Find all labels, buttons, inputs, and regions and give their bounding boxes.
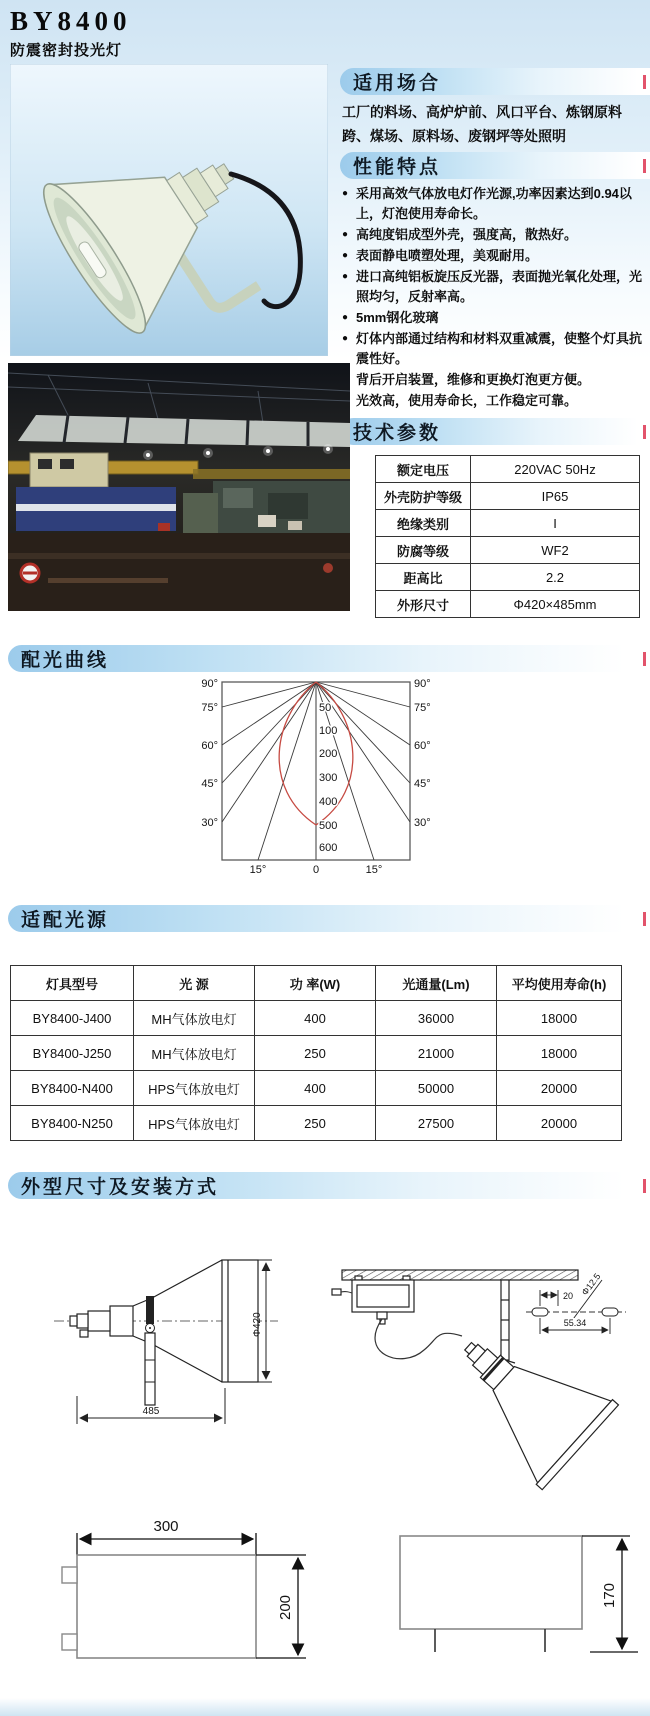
svg-text:45°: 45°	[201, 778, 218, 790]
section-title: 配光曲线	[21, 650, 110, 671]
dim-label: Φ420	[252, 1312, 263, 1337]
section-header-curve	[8, 645, 650, 672]
svg-text:90°: 90°	[414, 678, 431, 690]
list-item: ● 高纯度铝成型外壳，强度高，散热好。	[342, 225, 646, 245]
dim-label: 300	[153, 1518, 179, 1535]
table-row: 额定电压 220VAC 50Hz	[376, 456, 640, 483]
ballast-front-drawing	[40, 1515, 320, 1675]
bullet-icon: ●	[342, 312, 349, 323]
mounting-tab	[62, 1634, 77, 1650]
title-block	[10, 6, 132, 60]
svg-text:75°: 75°	[414, 702, 431, 714]
bottom-angle-labels	[250, 864, 383, 876]
list-item: ● 5mm钢化玻璃	[342, 308, 646, 328]
section-title: 适用场合	[353, 73, 442, 94]
section-header-specs	[340, 418, 650, 445]
table-row: 绝缘类别 I	[376, 510, 640, 537]
locomotive	[30, 453, 108, 487]
width-dimension	[77, 1533, 256, 1555]
table-header-row: 灯具型号 光 源 功 率(W) 光通量(Lm) 平均使用寿命(h)	[11, 966, 622, 1001]
header-accent-tick	[643, 425, 646, 439]
mounting-tab	[62, 1567, 77, 1583]
product-photo	[10, 64, 328, 356]
list-item: ● 灯体内部通过结构和材料双重减震，使整个灯具抗震性好。	[342, 331, 643, 366]
hanging-bracket	[501, 1280, 515, 1363]
section-title: 外型尺寸及安装方式	[21, 1177, 220, 1198]
svg-text:0: 0	[312, 864, 320, 876]
table-row: BY8400-N400 HPS气体放电灯 400 50000 20000	[11, 1071, 622, 1106]
left-angle-labels	[201, 678, 218, 829]
svg-text:300: 300	[319, 772, 338, 784]
header-accent-tick	[643, 159, 646, 173]
radial-value-labels	[319, 702, 337, 854]
svg-text:15°: 15°	[365, 864, 383, 876]
usage-text: 工厂的料场、高炉炉前、风口平台、炼钢原料跨、煤场、原料场、废钢坪等处照明	[342, 104, 622, 144]
section-header-usage	[340, 68, 650, 95]
svg-text:100: 100	[319, 725, 338, 737]
section-title: 适配光源	[21, 910, 110, 931]
svg-text:50: 50	[319, 702, 332, 714]
svg-text:30°: 30°	[414, 817, 431, 829]
dim-label: 55.34	[563, 1318, 587, 1328]
section-header-dimensions	[8, 1172, 650, 1199]
table-row: 外形尺寸 Φ420×485mm	[376, 591, 640, 618]
svg-text:500: 500	[319, 820, 338, 832]
section-header-sources	[8, 905, 650, 932]
table-row: 外壳防护等级 IP65	[376, 483, 640, 510]
list-item: ● 采用高效气体放电灯作光源,功率因素达到0.94以上，灯泡使用寿命长。	[342, 186, 632, 221]
ballast-box	[332, 1276, 414, 1324]
svg-text:200: 200	[319, 748, 338, 760]
header-accent-tick	[643, 912, 646, 926]
dim-label: 200	[277, 1594, 294, 1620]
box-outline	[400, 1536, 582, 1629]
bullet-icon: ●	[342, 229, 349, 240]
supply-wire	[375, 1319, 462, 1359]
svg-text:60°: 60°	[201, 740, 218, 752]
light-distribution-diagram	[180, 673, 470, 878]
slotted-hole	[532, 1308, 548, 1316]
bullet-icon: ●	[342, 333, 349, 344]
installation-drawing	[330, 1262, 650, 1492]
mounting-hole-detail	[526, 1271, 626, 1334]
section-header-features	[340, 152, 650, 179]
table-row: BY8400-J250 MH气体放电灯 250 21000 18000	[11, 1036, 622, 1071]
tilted-floodlight	[430, 1304, 618, 1490]
dim-label: Φ12.5	[579, 1271, 603, 1298]
table-row: 防腐等级 WF2	[376, 537, 640, 564]
svg-text:60°: 60°	[414, 740, 431, 752]
list-item: 光效高，使用寿命长，工作稳定可靠。	[342, 391, 646, 411]
box-outline	[77, 1555, 256, 1658]
list-item: 背后开启装置，维修和更换灯泡更方便。	[342, 370, 646, 390]
features-list	[342, 184, 646, 412]
sources-table	[10, 965, 622, 1141]
svg-text:30°: 30°	[201, 817, 218, 829]
ballast-side-drawing	[390, 1515, 650, 1675]
factory-photo	[8, 363, 350, 611]
table-row: 距高比 2.2	[376, 564, 640, 591]
mounting-arm	[145, 1296, 155, 1405]
svg-text:45°: 45°	[414, 778, 431, 790]
header-accent-tick	[643, 652, 646, 666]
svg-text:400: 400	[319, 796, 338, 808]
svg-text:90°: 90°	[201, 678, 218, 690]
ceiling-beam	[342, 1270, 578, 1280]
dim-label: 485	[142, 1406, 160, 1417]
table-row: BY8400-N250 HPS气体放电灯 250 27500 20000	[11, 1106, 622, 1141]
header-accent-tick	[643, 75, 646, 89]
svg-text:600: 600	[319, 842, 338, 854]
section-title: 性能特点	[353, 157, 442, 178]
side-view-drawing	[40, 1240, 340, 1430]
table-row: BY8400-J400 MH气体放电灯 400 36000 18000	[11, 1001, 622, 1036]
list-item: ● 表面静电喷塑处理，美观耐用。	[342, 246, 646, 266]
bottom-gradient-band	[0, 1698, 650, 1716]
page-title: BY8400	[10, 6, 132, 36]
list-item: ● 进口高纯铝板旋压反光器，表面抛光氧化处理，光照均匀，反射率高。	[342, 269, 643, 304]
bullet-icon: ●	[342, 188, 349, 199]
svg-text:15°: 15°	[249, 864, 267, 876]
floor	[8, 533, 350, 611]
dim-label: 170	[601, 1582, 618, 1608]
spec-table	[375, 455, 640, 618]
slotted-hole	[602, 1308, 618, 1316]
svg-text:75°: 75°	[201, 702, 218, 714]
section-title: 技术参数	[353, 423, 442, 444]
page-subtitle: 防震密封投光灯	[10, 42, 123, 59]
header-accent-tick	[643, 1179, 646, 1193]
dim-label: 20	[563, 1291, 574, 1301]
right-angle-labels	[414, 678, 431, 829]
bullet-icon: ●	[342, 250, 349, 261]
bullet-icon: ●	[342, 271, 349, 282]
